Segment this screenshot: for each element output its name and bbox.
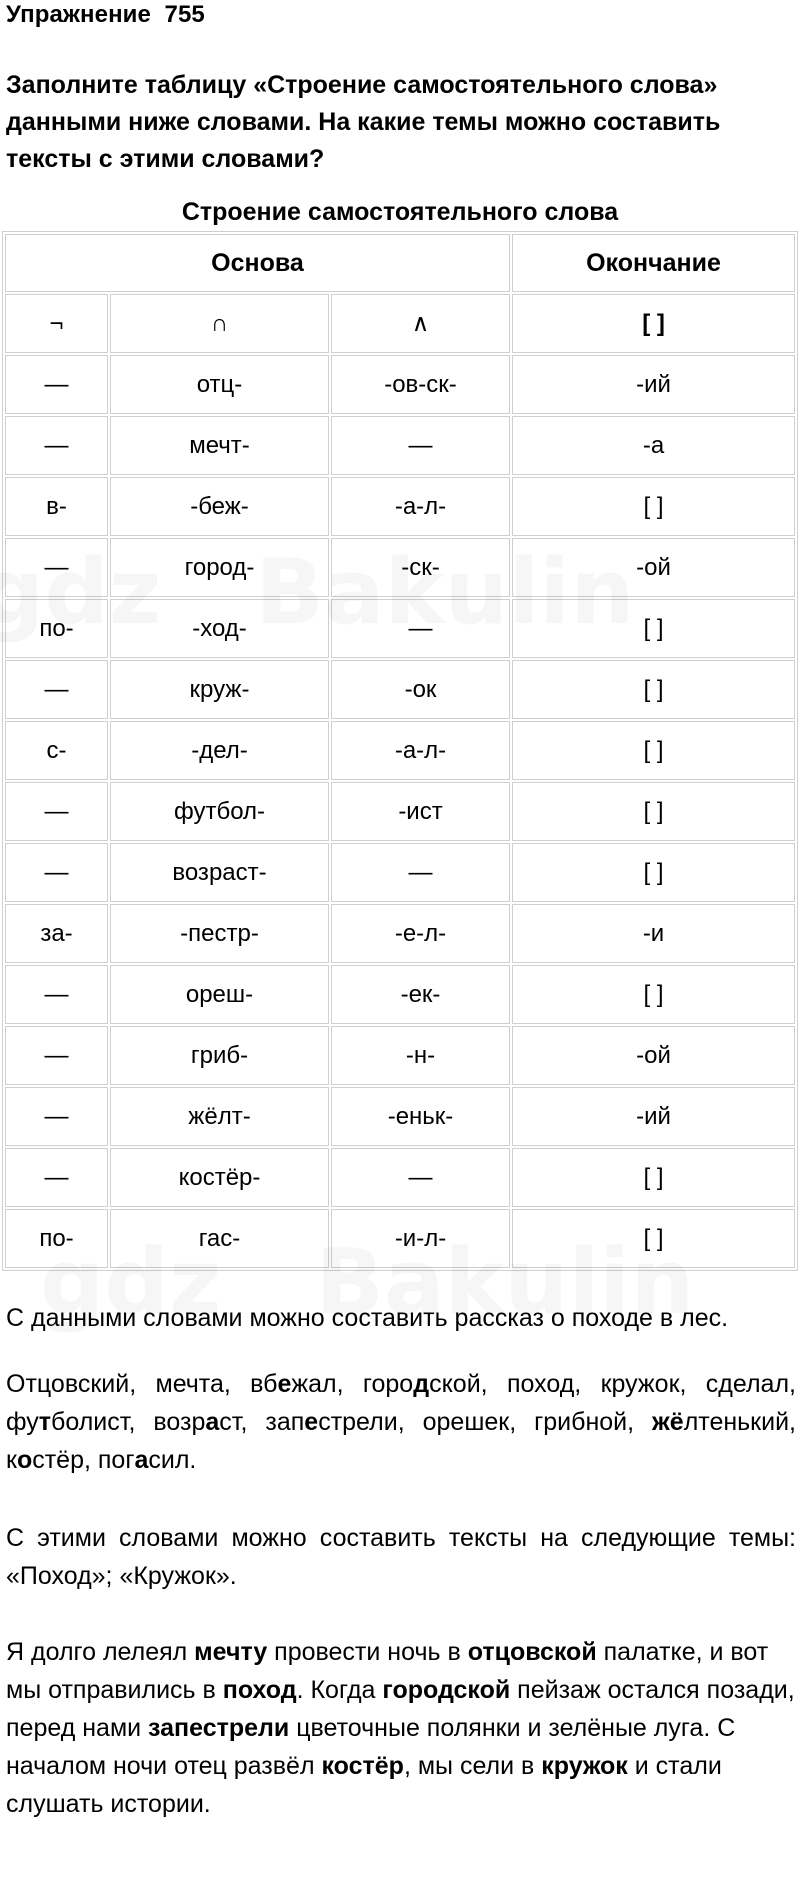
prefix-cell: — [5,1026,108,1085]
ending-cell: [ ] [512,1209,795,1268]
story-keyword: запестрели [148,1714,290,1742]
table-row [5,965,795,1024]
suffix-cell: — [331,1148,510,1207]
suffix-cell: -ов-ск- [331,355,510,414]
word-part: ской [429,1370,481,1398]
suffix-cell: -и-л- [331,1209,510,1268]
prefix-cell: за- [5,904,108,963]
root-cell: ореш- [110,965,329,1024]
table-row [5,477,795,536]
word-separator: , [129,1370,156,1398]
word-item [534,1408,652,1436]
story-segment: , мы сели в [403,1752,542,1780]
word-item [6,1370,156,1398]
table-row [5,721,795,780]
table-row [5,782,795,841]
story-segment: и стали слушать истории. [6,1752,722,1818]
story-keyword: городской [382,1676,511,1704]
word-item [601,1370,706,1398]
table-row [5,843,795,902]
prefix-cell: — [5,965,108,1024]
table-row [5,1087,795,1146]
word-item [507,1370,601,1398]
word-item [706,1370,796,1398]
word-part: стёр [32,1446,84,1474]
story-segment: цветочные полянки и зелёные луга. С началом ночи отец развёл [6,1714,736,1780]
intro-text: С данными словами можно составить рассказ о походе в лес. [6,1304,729,1332]
suffix-cell: -ок [331,660,510,719]
word-item [153,1408,265,1436]
ending-cell: [ ] [512,965,795,1024]
stressed-letter: а [205,1408,220,1436]
word-part: болист [51,1408,129,1436]
word-part: зап [265,1408,305,1436]
root-cell: отц- [110,355,329,414]
table-row [5,904,795,963]
suffix-cell: -н- [331,1026,510,1085]
word-part: мечта [155,1370,224,1398]
table-row [5,416,795,475]
prefix-cell: по- [5,1209,108,1268]
story-segment: Я долго лелеял [6,1638,195,1666]
ending-cell: [ ] [512,782,795,841]
story-keyword: кружок [541,1752,628,1780]
prefix-cell: — [5,538,108,597]
root-cell: -дел- [110,721,329,780]
ending-cell: [ ] [512,599,795,658]
stressed-letter: д [413,1370,430,1398]
word-separator: , [83,1446,98,1474]
stressed-letter: о [16,1446,33,1474]
root-cell: возраст- [110,843,329,902]
word-part: кружок [600,1370,680,1398]
root-cell: -беж- [110,477,329,536]
word-part: возр [153,1408,206,1436]
word-item [265,1408,422,1436]
word-separator: , [679,1370,706,1398]
prefix-cell: с- [5,721,108,780]
root-cell: футбол- [110,782,329,841]
suffix-cell: -ек- [331,965,510,1024]
word-separator: , [627,1408,653,1436]
word-part: сил [148,1446,190,1474]
root-symbol: ∩ [110,294,329,353]
word-part: горо [362,1370,414,1398]
prefix-symbol: ¬ [5,294,108,353]
ending-cell: -а [512,416,795,475]
stressed-letter: а [134,1446,149,1474]
prefix-cell: — [5,660,108,719]
word-list [6,1365,796,1479]
root-cell: гриб- [110,1026,329,1085]
word-separator: , [509,1408,535,1436]
story-keyword: отцовской [467,1638,597,1666]
word-part: грибной [534,1408,628,1436]
story-segment: провести ночь в [267,1638,468,1666]
word-part: сделал [705,1370,790,1398]
word-part: лтенький [683,1408,790,1436]
prefix-cell: — [5,843,108,902]
word-separator: , [574,1370,601,1398]
word-part: ст [219,1408,241,1436]
word-item [98,1446,196,1474]
table-row [5,538,795,597]
word-separator: , [480,1370,507,1398]
root-cell: город- [110,538,329,597]
ending-cell: [ ] [512,1148,795,1207]
ending-cell: [ ] [512,477,795,536]
prefix-cell: — [5,1087,108,1146]
word-part: орешек [422,1408,510,1436]
prefix-cell: по- [5,599,108,658]
suffix-cell: -ск- [331,538,510,597]
symbols-row [5,294,795,353]
header-ending: Окончание [512,234,795,292]
ending-cell: -и [512,904,795,963]
story-segment: пейзаж остался позади, перед нами [6,1676,795,1742]
word-separator: , [397,1408,423,1436]
prefix-cell: — [5,782,108,841]
word-separator: , [789,1408,796,1436]
word-separator: . [189,1446,197,1474]
word-item [652,1408,796,1436]
word-item [250,1370,363,1398]
prefix-cell: — [5,355,108,414]
ending-cell: -ий [512,355,795,414]
word-part: стрели [318,1408,398,1436]
table-row [5,660,795,719]
story-keyword: мечту [194,1638,268,1666]
root-cell: мечт- [110,416,329,475]
word-item [423,1408,535,1436]
suffix-cell: -а-л- [331,477,510,536]
structure-table [2,231,798,1271]
story-keyword: поход [222,1676,297,1704]
word-part: фу [6,1408,39,1436]
suffix-symbol: ∧ [331,294,510,353]
task-text: Заполните таблицу «Строение самостоятельного слова» данными ниже словами. На какие темы можно составить тексты с этими словами? [6,71,721,173]
word-part: Отцовский [6,1370,130,1398]
root-cell: жёлт- [110,1087,329,1146]
story-text [6,1633,796,1823]
word-part: поход [506,1370,575,1398]
suffix-cell: -еньк- [331,1087,510,1146]
word-separator: , [240,1408,266,1436]
exercise-heading [6,0,800,30]
stressed-letter: т [38,1408,52,1436]
root-cell: костёр- [110,1148,329,1207]
stressed-letter: е [277,1370,292,1398]
table-row [5,1026,795,1085]
table-title: Строение самостоятельного слова [181,198,619,226]
suffix-cell: -ист [331,782,510,841]
word-item [363,1370,507,1398]
table-row [5,599,795,658]
topics-text: С этими словами можно составить тексты на следующие темы: «Поход»; «Кружок». [6,1524,796,1590]
suffix-cell: — [331,416,510,475]
stressed-letter: е [304,1408,319,1436]
word-part: жал [291,1370,337,1398]
suffix-cell: — [331,599,510,658]
ending-symbol: [ ] [512,294,795,353]
word-part: пог [97,1446,135,1474]
ending-cell: -ой [512,1026,795,1085]
table-row [5,1209,795,1268]
root-cell: круж- [110,660,329,719]
ending-cell: -ий [512,1087,795,1146]
word-part: к [6,1446,17,1474]
story-segment: палатке, и вот мы отправились в [6,1638,769,1704]
exercise-number: 755 [164,1,205,28]
suffix-cell: — [331,843,510,902]
suffix-cell: -е-л- [331,904,510,963]
table-row [5,1148,795,1207]
prefix-cell: — [5,1148,108,1207]
story-segment: . Когда [296,1676,383,1704]
root-cell: -ход- [110,599,329,658]
stressed-letter: жё [652,1408,684,1436]
word-part: вб [250,1370,278,1398]
prefix-cell: в- [5,477,108,536]
word-item [156,1370,251,1398]
suffix-cell: -а-л- [331,721,510,780]
word-separator: , [789,1370,796,1398]
prefix-cell: — [5,416,108,475]
root-cell: гас- [110,1209,329,1268]
exercise-label: Упражнение [6,1,151,28]
table-row [5,355,795,414]
root-cell: -пестр- [110,904,329,963]
word-item [6,1408,153,1436]
word-separator: , [223,1370,251,1398]
header-base: Основа [5,234,510,292]
ending-cell: [ ] [512,660,795,719]
ending-cell: [ ] [512,843,795,902]
table-header-row [5,234,795,292]
word-separator: , [336,1370,363,1398]
word-separator: , [128,1408,154,1436]
word-item [6,1446,98,1474]
ending-cell: [ ] [512,721,795,780]
story-keyword: костёр [321,1752,404,1780]
ending-cell: -ой [512,538,795,597]
